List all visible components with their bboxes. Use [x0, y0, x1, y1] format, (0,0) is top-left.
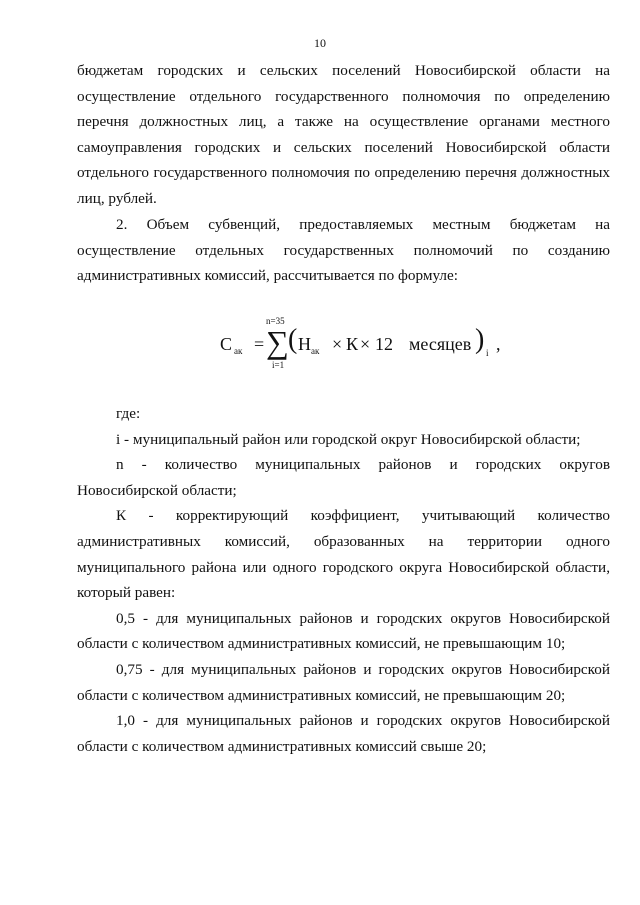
formula-twelve: 12 — [375, 334, 393, 354]
formula-equals: = — [254, 334, 265, 354]
k-item-line: 1,0 - для муниципальных районов и городских округов Новосибирской — [116, 712, 610, 730]
formula-sum-lower: i=1 — [272, 360, 285, 370]
k-item-line: 0,75 - для муниципальных районов и городских округов Новосибирской — [116, 660, 610, 678]
page-number: 10 — [314, 36, 326, 50]
definition-k-line: который равен: — [77, 584, 176, 602]
k-item-line: области с количеством административных комиссий свыше 20; — [77, 737, 487, 755]
text-line: административных комиссий, рассчитывается по формуле: — [77, 267, 458, 285]
definitions-block — [77, 401, 610, 759]
formula-lhs: С — [220, 334, 233, 354]
paragraph-budget-continuation — [77, 58, 610, 212]
text-line: отдельного государственного полномочия по определению перечня должностных — [77, 164, 610, 182]
formula-times-2: × — [360, 334, 371, 354]
k-item-line: 0,5 - для муниципальных районов и городских округов Новосибирской — [116, 609, 610, 627]
text-line: бюджетам городских и сельских поселений Новосибирской области на — [77, 62, 610, 79]
definition-k-line: административных комиссий, образованных на территории одного — [77, 532, 610, 550]
formula-h-subscript: ак — [311, 346, 320, 356]
formula-sum-symbol: ∑ — [266, 324, 289, 360]
formula-times-1: × — [332, 334, 343, 354]
formula-k: К — [346, 334, 359, 354]
k-item-line: области с количеством административных комиссий, не превышающим 10; — [77, 635, 566, 653]
where-label: где: — [116, 405, 141, 422]
formula-close-paren: ) — [475, 324, 485, 355]
text-line: 2. Объем субвенций, предоставляемых местным бюджетам на — [116, 216, 610, 233]
definition-k-line: К - корректирующий коэффициент, учитывающий количество — [116, 507, 610, 525]
definition-i: i - муниципальный район или городской округ Новосибирской области; — [116, 430, 581, 448]
text-line: осуществление отдельного государственного полномочия по определению — [77, 87, 610, 105]
formula — [220, 316, 520, 376]
formula-months: месяцев — [409, 334, 472, 354]
paragraph-subvention-volume — [77, 212, 610, 289]
text-line: осуществление отдельных государственных полномочий по созданию — [77, 241, 610, 259]
formula-lhs-subscript: ак — [234, 346, 243, 356]
text-line: перечня должностных лиц, а также на осуществление органами местного — [77, 113, 610, 131]
formula-sum-upper: n=35 — [266, 316, 285, 326]
k-item-line: области с количеством административных комиссий, не превышающим 20; — [77, 686, 566, 704]
text-line: лиц, рублей. — [77, 189, 157, 207]
formula-close-subscript: i — [486, 348, 489, 358]
formula-open-paren: ( — [288, 324, 298, 355]
definition-n-line: Новосибирской области; — [77, 481, 237, 499]
definition-k-line: муниципального района или одного городского округа Новосибирской области, — [77, 558, 610, 576]
definition-n-line: n - количество муниципальных районов и городских округов — [116, 456, 610, 474]
text-line: самоуправления городских и сельских поселений Новосибирской области — [77, 138, 610, 156]
formula-comma: , — [496, 334, 501, 354]
formula-h: Н — [298, 334, 311, 354]
